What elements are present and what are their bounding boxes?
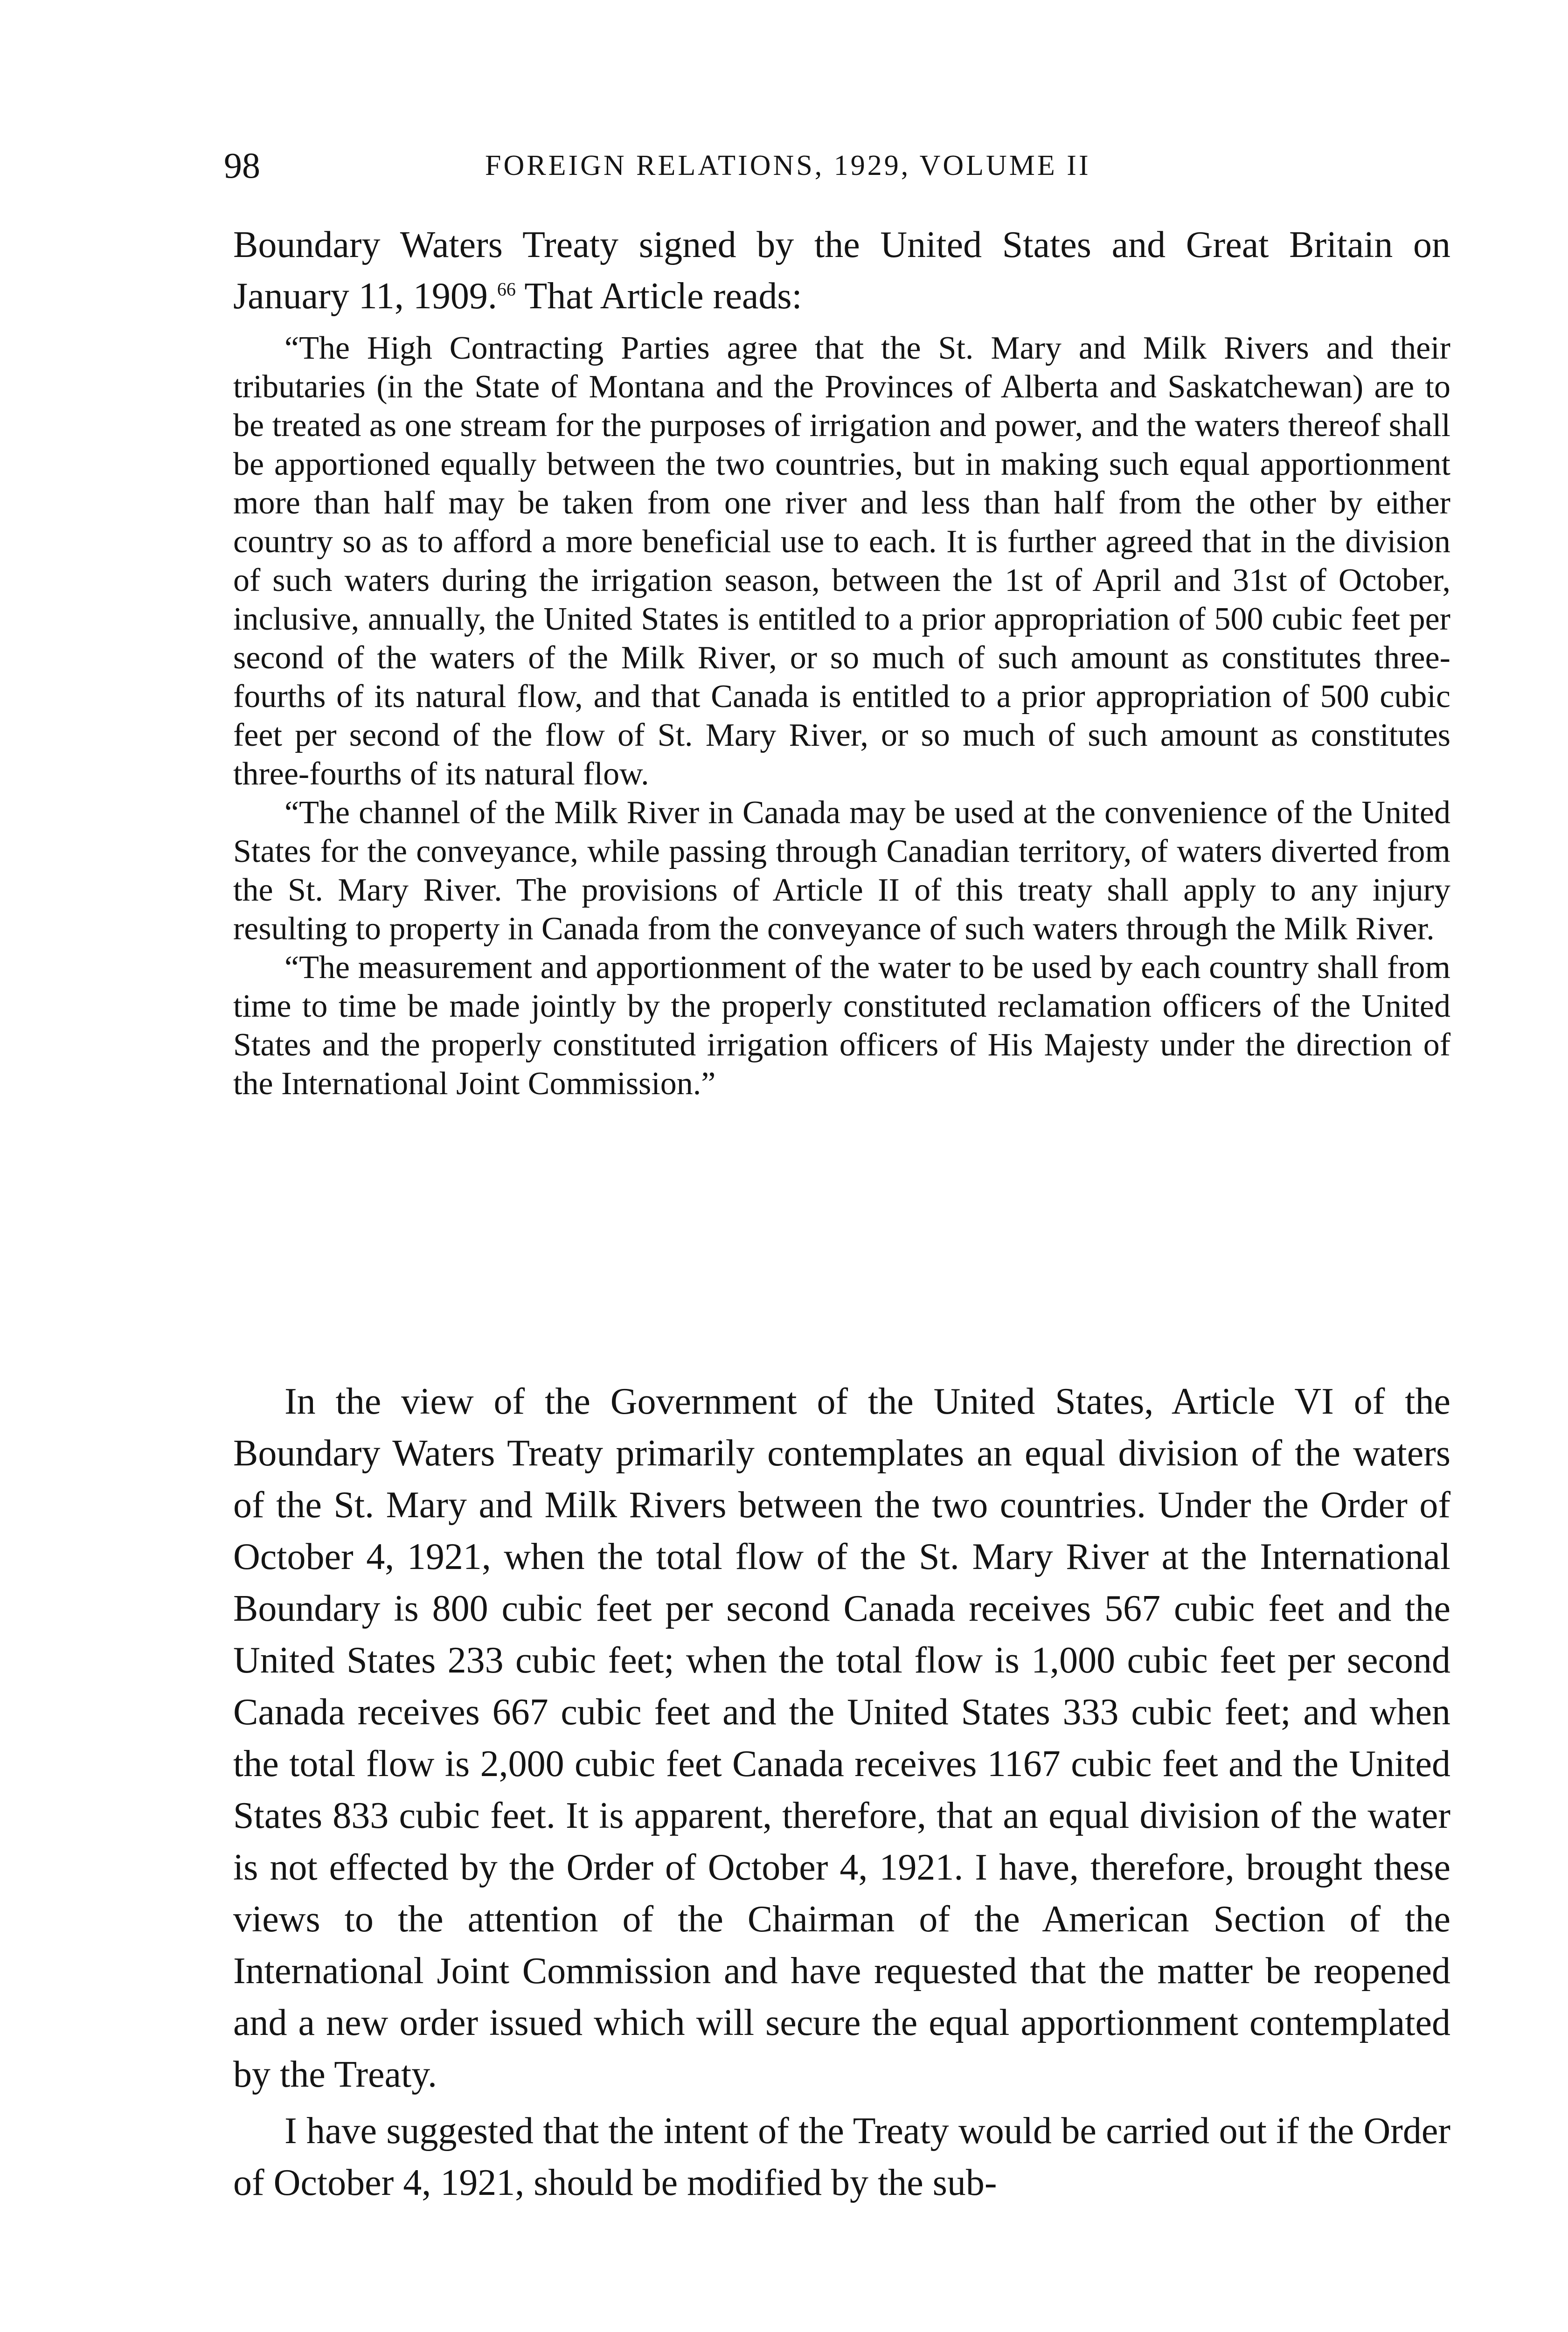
- body-text: [233, 1376, 1450, 2209]
- quote-paragraph: “The High Contracting Parties agree that the St. Mary and Milk Rivers and their tributaries (in the State of Montana and the Provinces of Alberta and Saskatchewan) are to be treated as one stream for the purposes of irrigation and power, and the waters thereof shall be apportioned equally between the two countries, but in making such equal apportionment more than half may be taken from one river and less than half from the other by either country so as to afford a more beneficial use to each. It is further agreed that in the division of such waters during the irrigation season, between the 1st of April and 31st of October, inclusive, annually, the United States is entitled to a prior appropriation of 500 cubic feet per second of the waters of the Milk River, or so much of such amount as constitutes three-fourths of its natural flow, and that Canada is entitled to a prior appropriation of 500 cubic feet per second of the flow of St. Mary River, or so much of such amount as constitutes three-fourths of its natural flow.: [233, 330, 1450, 792]
- page-header: [224, 140, 1455, 191]
- intro-text-after: That Article reads:: [515, 276, 802, 317]
- intro-paragraph: [233, 219, 1450, 322]
- footnote-reference: 66: [497, 278, 516, 300]
- body-paragraph: In the view of the Government of the United States, Article VI of the Boundary Waters Treaty primarily contemplates an equal division of the waters of the St. Mary and Milk Rivers between the two countries. Under the Order of October 4, 1921, when the total flow of the St. Mary River at the International Boundary is 800 cubic feet per second Canada receives 567 cubic feet and the United States 233 cubic feet; when the total flow is 1,000 cubic feet per second Canada receives 667 cubic feet and the United States 333 cubic feet; and when the total flow is 2,000 cubic feet Canada receives 1167 cubic feet and the United States 833 cubic feet. It is apparent, therefore, that an equal division of the water is not effected by the Order of October 4, 1921. I have, therefore, brought these views to the attention of the Chairman of the American Section of the International Joint Commission and have requested that the matter be reopened and a new order issued which will secure the equal apportionment contemplated by the Treaty.: [233, 1381, 1450, 2095]
- quote-paragraph: “The measurement and apportionment of the water to be used by each country shall from time to time be made jointly by the properly constituted reclamation officers of the United States and the properly constituted irrigation officers of His Majesty under the direction of the International Joint Commission.”: [233, 950, 1450, 1102]
- treaty-quotation: [233, 329, 1450, 1103]
- running-head: FOREIGN RELATIONS, 1929, VOLUME II: [485, 150, 1091, 181]
- page-number: 98: [224, 145, 260, 186]
- body-paragraph: I have suggested that the intent of the Treaty would be carried out if the Order of October 4, 1921, should be modified by the sub-: [233, 2110, 1450, 2203]
- quote-paragraph: “The channel of the Milk River in Canada may be used at the convenience of the United States for the conveyance, while passing through Canadian territory, of waters diverted from the St. Mary River. The provisions of Article II of this treaty shall apply to any injury resulting to property in Canada from the conveyance of such waters through the Milk River.: [233, 795, 1450, 947]
- intro-text: Boundary Waters Treaty signed by the United States and Great Britain on January 11, 1909.: [233, 224, 1450, 317]
